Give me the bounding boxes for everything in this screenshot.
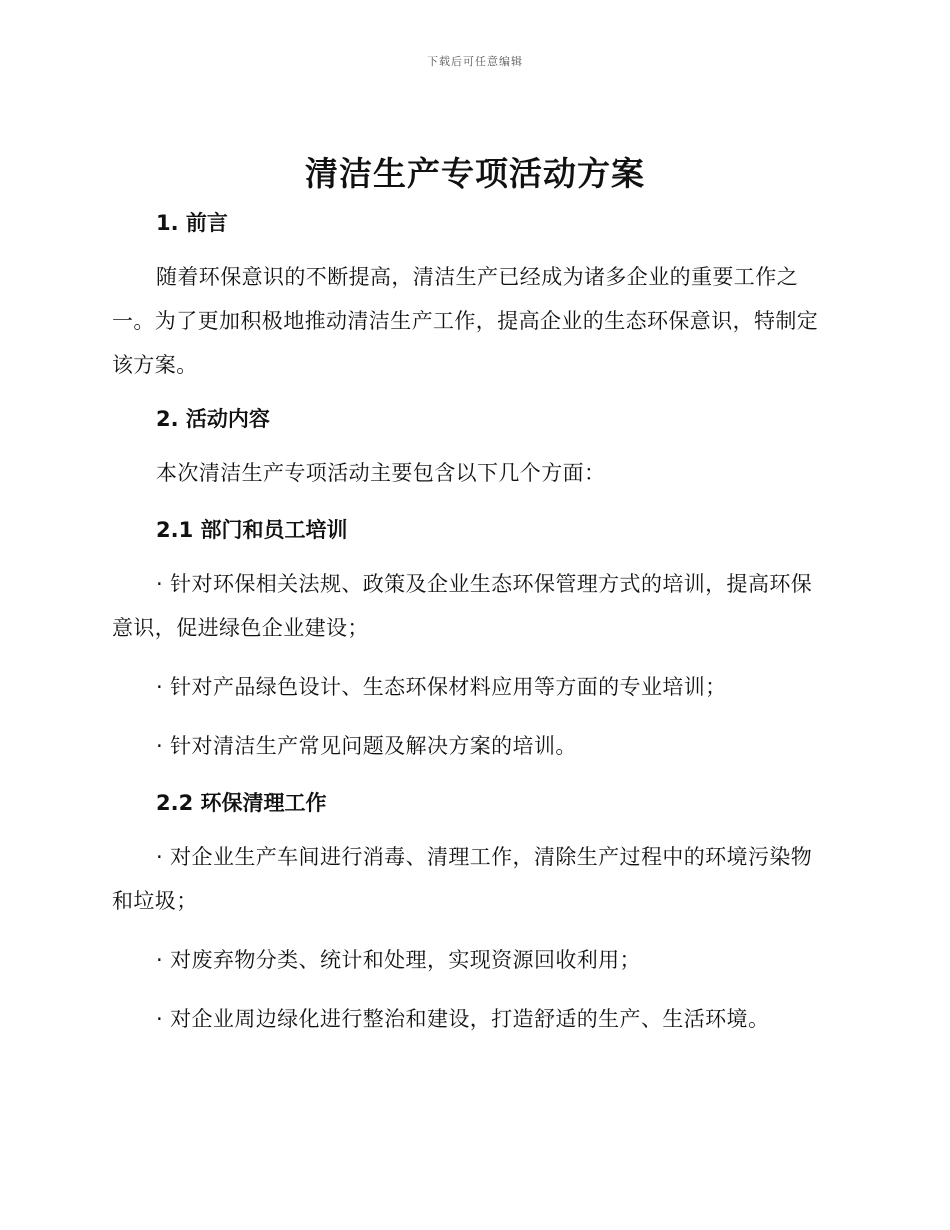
list-item: · 对废弃物分类、统计和处理，实现资源回收利用； [156, 948, 641, 972]
activity-intro-paragraph: 本次清洁生产专项活动主要包含以下几个方面： [156, 461, 606, 485]
list-item: · 对企业周边绿化进行整治和建设，打造舒适的生产、生活环境。 [156, 1007, 770, 1031]
header-note: 下载后可任意编辑 [427, 55, 523, 68]
document-body [112, 203, 832, 1041]
section-heading-preface: 1. 前言 [156, 211, 228, 235]
list-item: · 针对清洁生产常见问题及解决方案的培训。 [156, 734, 577, 758]
list-item: · 针对产品绿色设计、生态环保材料应用等方面的专业培训； [156, 675, 727, 699]
section-heading-activity-content: 2. 活动内容 [156, 407, 270, 431]
list-item: · 对企业生产车间进行消毒、清理工作，清除生产过程中的环境污染物和垃圾； [112, 845, 813, 913]
list-item: · 针对环保相关法规、政策及企业生态环保管理方式的培训，提高环保意识，促进绿色企业建设； [112, 572, 813, 640]
subsection-heading-cleanup: 2.2 环保清理工作 [156, 791, 327, 815]
preface-paragraph: 随着环保意识的不断提高，清洁生产已经成为诸多企业的重要工作之一。为了更加积极地推动清洁生产工作，提高企业的生态环保意识，特制定该方案。 [112, 265, 819, 377]
document-title: 清洁生产专项活动方案 [305, 154, 645, 193]
subsection-heading-training: 2.1 部门和员工培训 [156, 518, 348, 542]
